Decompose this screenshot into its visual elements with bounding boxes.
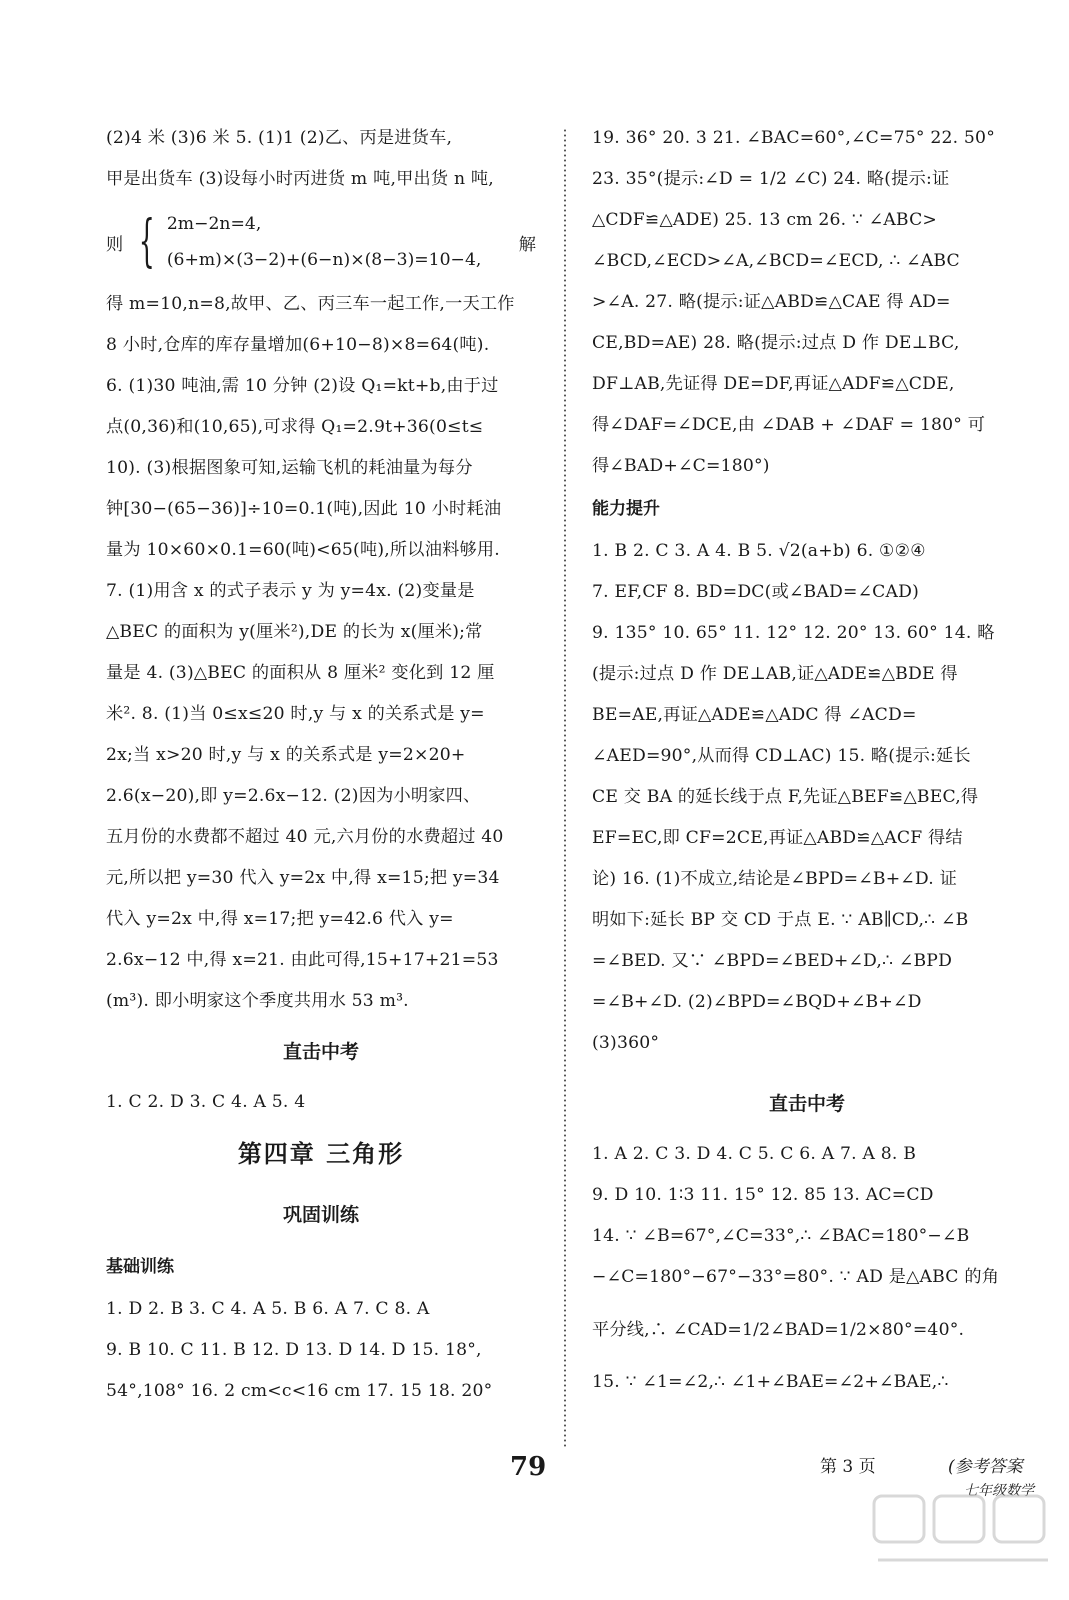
page-number: 79 (510, 1452, 547, 1482)
answer-line: 得∠BAD+∠C=180°) (592, 456, 770, 476)
answer-line: ∠AED=90°,从而得 CD⊥AC) 15. 略(提示:延长 (592, 746, 971, 766)
answer-line: 量为 10×60×0.1=60(吨)<65(吨),所以油料够用. (106, 540, 500, 560)
answer-line: =∠B+∠D. (2)∠BPD=∠BQD+∠B+∠D (592, 992, 922, 1012)
answer-line: 得∠DAF=∠DCE,由 ∠DAB + ∠DAF = 180° 可 (592, 415, 986, 435)
answer-line: ∠BCD,∠ECD>∠A,∠BCD=∠ECD, ∴ ∠ABC (592, 251, 960, 271)
subsection-heading: 基础训练 (106, 1257, 174, 1277)
answer-line: 明如下:延长 BP 交 CD 于点 E. ∵ AB∥CD,∴ ∠B (592, 910, 969, 930)
left-column (106, 118, 536, 1412)
answer-line: 14. ∵ ∠B=67°,∠C=33°,∴ ∠BAC=180°−∠B (592, 1226, 970, 1246)
answer-line: EF=EC,即 CF=2CE,再证△ABD≌△ACF 得结 (592, 828, 963, 848)
equation-1: 2m−2n=4, (166, 214, 262, 234)
answer-line: 1. A 2. C 3. D 4. C 5. C 6. A 7. A 8. B (592, 1144, 917, 1164)
answer-line: 9. 135° 10. 65° 11. 12° 12. 20° 13. 60° 14. 略 (592, 623, 995, 643)
answer-line: 54°,108° 16. 2 cm<c<16 cm 17. 15 18. 20° (106, 1381, 493, 1401)
answer-line: 量是 4. (3)△BEC 的面积从 8 厘米² 变化到 12 厘 (106, 663, 495, 683)
answer-line: BE=AE,再证△ADE≌△ADC 得 ∠ACD= (592, 705, 917, 725)
answer-line: 平分线,∴ ∠CAD=1/2∠BAD=1/2×80°=40°. (592, 1320, 965, 1340)
answer-line: (3)360° (592, 1033, 660, 1053)
answer-line: 代入 y=2x 中,得 x=17;把 y=42.6 代入 y= (106, 909, 454, 929)
answer-line: 9. D 10. 1∶3 11. 15° 12. 85 13. AC=CD (592, 1185, 934, 1205)
chapter-title: 第四章 三角形 (237, 1140, 405, 1168)
answer-line: 6. (1)30 吨油,需 10 分钟 (2)设 Q₁=kt+b,由于过 (106, 376, 499, 396)
subsection-heading: 能力提升 (592, 499, 660, 519)
answer-line: 1. B 2. C 3. A 4. B 5. √2(a+b) 6. ①②④ (592, 541, 926, 561)
answer-line: △CDF≌△ADE) 25. 13 cm 26. ∵ ∠ABC> (592, 210, 938, 230)
answer-line: >∠A. 27. 略(提示:证△ABD≌△CAE 得 AD= (592, 292, 951, 312)
equations (167, 206, 482, 278)
right-column (592, 118, 1022, 1403)
section-heading: 直击中考 (282, 1041, 359, 1063)
answer-line: 2.6x−12 中,得 x=21. 由此可得,15+17+21=53 (106, 950, 499, 970)
answer-line: 论) 16. (1)不成立,结论是∠BPD=∠B+∠D. 证 (592, 869, 957, 889)
answer-line: (提示:过点 D 作 DE⊥AB,证△ADE≌△BDE 得 (592, 664, 958, 684)
answer-line: 甲是出货车 (3)设每小时丙进货 m 吨,甲出货 n 吨, (106, 169, 494, 189)
answer-line: 五月份的水费都不超过 40 元,六月份的水费超过 40 (106, 827, 504, 847)
answer-line: 2.6(x−20),即 y=2.6x−12. (2)因为小明家四、 (106, 786, 481, 806)
equation-2: (6+m)×(3−2)+(6−n)×(8−3)=10−4, (166, 250, 482, 270)
answer-line: CE 交 BA 的延长线于点 F,先证△BEF≌△BEC,得 (592, 787, 979, 807)
answer-line: −∠C=180°−67°−33°=80°. ∵ AD 是△ABC 的角 (592, 1267, 1000, 1287)
answer-line: 19. 36° 20. 3 21. ∠BAC=60°,∠C=75° 22. 50° (592, 128, 995, 148)
system-suffix: 解 (518, 234, 536, 255)
left-brace-icon: { (139, 209, 156, 274)
answer-line: =∠BED. 又∵ ∠BPD=∠BED+∠D,∴ ∠BPD (592, 951, 953, 971)
watermark-logo-icon (864, 1476, 1064, 1596)
answer-line: 得 m=10,n=8,故甲、乙、丙三车一起工作,一天工作 (106, 294, 515, 314)
section-heading: 巩固训练 (282, 1204, 359, 1226)
answer-line: 1. D 2. B 3. C 4. A 5. B 6. A 7. C 8. A (106, 1299, 430, 1319)
equation-system (106, 200, 536, 284)
answer-line: 1. C 2. D 3. C 4. A 5. 4 (106, 1092, 306, 1112)
answer-line: △BEC 的面积为 y(厘米²),DE 的长为 x(厘米);常 (106, 622, 483, 642)
page-label: 第 3 页 (820, 1457, 876, 1477)
grade-label: 七年级数学 (964, 1483, 1034, 1499)
answer-line: 点(0,36)和(10,65),可求得 Q₁=2.9t+36(0≤t≤ (106, 417, 484, 437)
answer-line: 7. (1)用含 x 的式子表示 y 为 y=4x. (2)变量是 (106, 581, 475, 601)
answer-line: 23. 35°(提示:∠D = 1/2 ∠C) 24. 略(提示:证 (592, 169, 950, 189)
answer-line: 15. ∵ ∠1=∠2,∴ ∠1+∠BAE=∠2+∠BAE,∴ (592, 1372, 949, 1392)
answer-line: 7. EF,CF 8. BD=DC(或∠BAD=∠CAD) (592, 582, 920, 602)
reference-label: (参考答案 (948, 1457, 1023, 1477)
answer-line: 2x;当 x>20 时,y 与 x 的关系式是 y=2×20+ (106, 745, 466, 765)
answer-line: (m³). 即小明家这个季度共用水 53 m³. (106, 991, 409, 1011)
answer-line: 9. B 10. C 11. B 12. D 13. D 14. D 15. 18°, (106, 1340, 482, 1360)
answer-line: (2)4 米 (3)6 米 5. (1)1 (2)乙、丙是进货车, (106, 128, 453, 148)
answer-line: 钟[30−(65−36)]÷10=0.1(吨),因此 10 小时耗油 (106, 499, 502, 519)
answer-line: DF⊥AB,先证得 DE=DF,再证△ADF≌△CDE, (592, 374, 955, 394)
answer-line: 米². 8. (1)当 0≤x≤20 时,y 与 x 的关系式是 y= (106, 704, 485, 724)
answer-line: CE,BD=AE) 28. 略(提示:过点 D 作 DE⊥BC, (592, 333, 960, 353)
answer-line: 8 小时,仓库的库存量增加(6+10−8)×8=64(吨). (106, 335, 490, 355)
column-divider (561, 128, 569, 1448)
answer-line: 10). (3)根据图象可知,运输飞机的耗油量为每分 (106, 458, 473, 478)
system-prefix: 则 (106, 234, 124, 255)
section-heading: 直击中考 (768, 1093, 845, 1115)
answer-line: 元,所以把 y=30 代入 y=2x 中,得 x=15;把 y=34 (106, 868, 500, 888)
